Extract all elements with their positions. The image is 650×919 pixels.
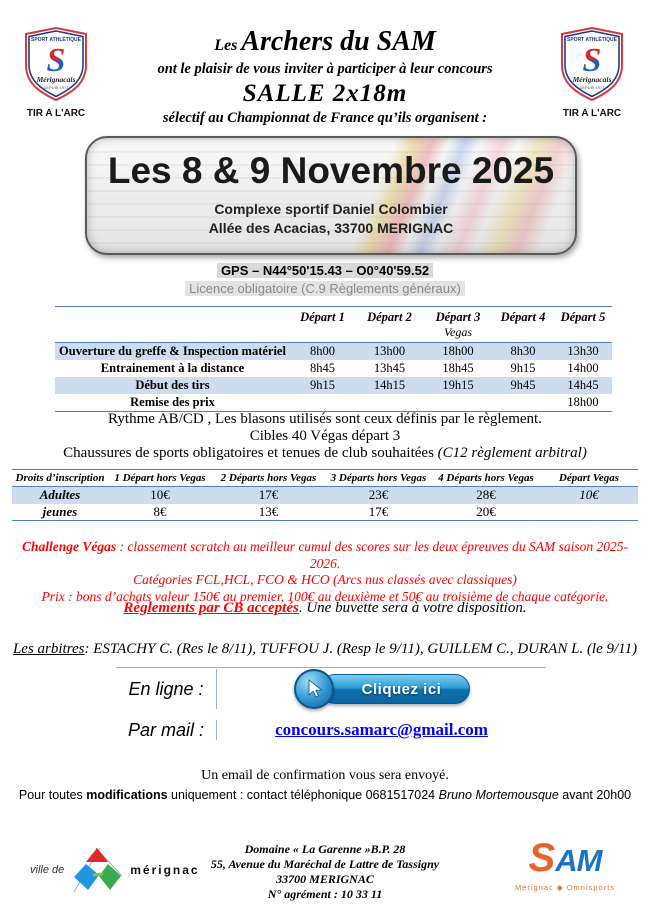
venue-name: Complexe sportif Daniel Colombier	[214, 201, 448, 217]
pricing-header-4dep: 4 Départs hors Vegas	[432, 470, 540, 487]
challenge-line2: Catégories FCL,HCL, FCO & HCO (Arcs nus classés avec classiques)	[133, 572, 517, 587]
click-here-pill: Cliquez ici	[320, 674, 470, 704]
table-row: Remise des prix 18h00	[55, 394, 612, 412]
table-row: Entrainement à la distance 8h45 13h45 18h45 9h15 14h00	[100, 361, 599, 375]
event-dates: Les 8 & 9 Novembre 2025	[107, 150, 555, 191]
shield-s-swoosh: S	[582, 42, 602, 79]
table-row: Adultes 10€ 17€ 23€ 28€ 10€	[12, 487, 638, 504]
header-text-block	[115, 26, 535, 127]
schedule-header-depart4: Départ 4	[492, 307, 554, 343]
pricing-header-vegas: Départ Vegas	[540, 470, 638, 487]
schedule-header-depart5: Départ 5	[554, 307, 612, 343]
referees-label: Les arbitres	[12, 641, 85, 657]
referees-names: : ESTACHY C. (Res le 8/11), TUFFOU J. (Resp le 9/11), GUILLEM C., DURAN L. (le 9/11)	[84, 641, 638, 657]
licence-note: Licence obligatoire (C.9 Règlements généraux)	[185, 281, 465, 296]
note-chaussures: Chaussures de sports obligatoires et tenues de club souhaitées (C12 règlement arbitral)	[63, 445, 587, 461]
address-line-1: Domaine « La Garenne »B.P. 28	[244, 842, 406, 856]
challenge-line1: Challenge Végas : classement scratch au meilleur cumul des scores sur les deux épreuves du SAM saison 2025-2026.	[21, 539, 629, 571]
footer-address	[190, 842, 460, 902]
club-shield-icon	[559, 27, 625, 101]
sam-logo-letters	[505, 836, 625, 885]
pricing-header-1dep: 1 Départ hors Vegas	[108, 470, 212, 487]
shield-top-text: SPORT ATHLÉTIQUE	[31, 37, 81, 43]
shield-s-swoosh: S	[46, 42, 66, 79]
buvette-text: . Une buvette sera à votre disposition.	[298, 600, 527, 616]
gps-line	[0, 262, 650, 280]
registration-block	[116, 667, 546, 750]
online-row	[116, 668, 546, 710]
pricing-header-droits: Droits d’inscription	[12, 470, 108, 487]
shield-script-text: Mérignacais	[572, 75, 612, 84]
date-banner	[85, 136, 577, 255]
referees-line	[0, 641, 650, 658]
event-type: SALLE 2x18m	[242, 80, 408, 107]
pricing-table	[12, 469, 638, 521]
merignac-m-icon	[66, 846, 128, 894]
club-shield-icon	[23, 27, 89, 101]
mail-content	[216, 720, 546, 740]
shield-since-text: DEPUIS 1977	[43, 85, 69, 90]
club-shield-left	[20, 27, 92, 119]
schedule-header-depart3-sub: Vegas	[444, 325, 472, 339]
shield-since-text: DEPUIS 1977	[579, 85, 605, 90]
table-row: jeunes 8€ 13€ 17€ 20€	[12, 504, 638, 521]
shield-script-text: Mérignacais	[36, 75, 76, 84]
challenge-vegas-block	[10, 539, 640, 605]
schedule-header-row	[55, 307, 612, 343]
sam-logo	[505, 836, 625, 892]
cb-accepted-text: Règlements par CB acceptés	[123, 600, 299, 616]
address-line-4: N° agrément : 10 33 11	[267, 887, 383, 901]
email-link[interactable]: concours.samarc@gmail.com	[275, 720, 488, 739]
invite-line: ont le plaisir de vous inviter à participer à leur concours	[157, 61, 493, 77]
shield-caption: TIR A L'ARC	[562, 108, 622, 119]
city-logo-name: mérignac	[130, 863, 200, 877]
sam-logo-tagline: Mérignac ◆ Omnisports	[514, 883, 616, 892]
city-logo-prefix: ville de	[30, 864, 65, 876]
note-cibles: Cibles 40 Végas départ 3	[249, 428, 401, 444]
challenge-line3: Prix : bons d’achats valeur 150€ au premier, 100€ au deuxième et 50€ au troisième de chaque catégorie.	[41, 588, 609, 604]
payment-line	[0, 600, 650, 617]
club-shield-right	[556, 27, 628, 119]
table-row: Début des tirs 9h15 14h15 19h15 9h45 14h45	[55, 377, 612, 394]
rules-notes	[0, 411, 650, 462]
online-register-button[interactable]	[294, 669, 470, 709]
shield-top-text: SPORT ATHLÉTIQUE	[567, 37, 617, 43]
sam-logo-am: AM	[555, 843, 602, 878]
online-label: En ligne :	[128, 678, 204, 699]
shield-caption: TIR A L'ARC	[26, 108, 86, 119]
mail-label: Par mail :	[127, 719, 205, 740]
pricing-header-row	[12, 470, 638, 487]
modifications-line: Pour toutes modifications uniquement : contact téléphonique 0681517024 Bruno Mortemousque avant 20h00	[18, 788, 632, 802]
schedule-table	[55, 306, 612, 412]
pricing-header-3dep: 3 Départs hors Vegas	[325, 470, 432, 487]
selective-line: sélectif au Championnat de France qu’ils organisent :	[162, 110, 488, 126]
gps-coordinates: GPS – N44°50'15.43 – O0°40'59.52	[217, 263, 433, 278]
licence-line	[0, 280, 650, 298]
schedule-header-depart1: Départ 1	[290, 307, 355, 343]
mail-row	[116, 710, 546, 750]
confirmation-line: Un email de confirmation vous sera envoyé.	[201, 768, 449, 783]
address-line-3: 33700 MERIGNAC	[276, 872, 374, 886]
sam-logo-s: S	[528, 836, 556, 880]
mouse-cursor-icon	[304, 678, 324, 700]
venue-address: Allée des Acacias, 33700 MERIGNAC	[208, 220, 454, 236]
club-title	[115, 26, 535, 58]
city-logo	[30, 846, 200, 894]
online-content	[216, 669, 546, 709]
club-title-name: Archers du SAM	[241, 26, 436, 57]
schedule-header-depart3: Départ 3 Vegas	[424, 307, 492, 343]
pricing-header-2dep: 2 Départs hors Vegas	[212, 470, 325, 487]
schedule-header-depart2: Départ 2	[355, 307, 424, 343]
cursor-circle-icon	[294, 669, 334, 709]
schedule-header-empty	[55, 307, 290, 343]
table-row: Ouverture du greffe & Inspection matériel 8h00 13h00 18h00 8h30 13h30	[55, 343, 612, 361]
note-rythme: Rythme AB/CD , Les blasons utilisés sont ceux définis par le règlement.	[108, 411, 542, 427]
club-title-prefix: Les	[214, 37, 238, 54]
address-line-2: 55, Avenue du Maréchal de Lattre de Tassigny	[210, 857, 440, 871]
